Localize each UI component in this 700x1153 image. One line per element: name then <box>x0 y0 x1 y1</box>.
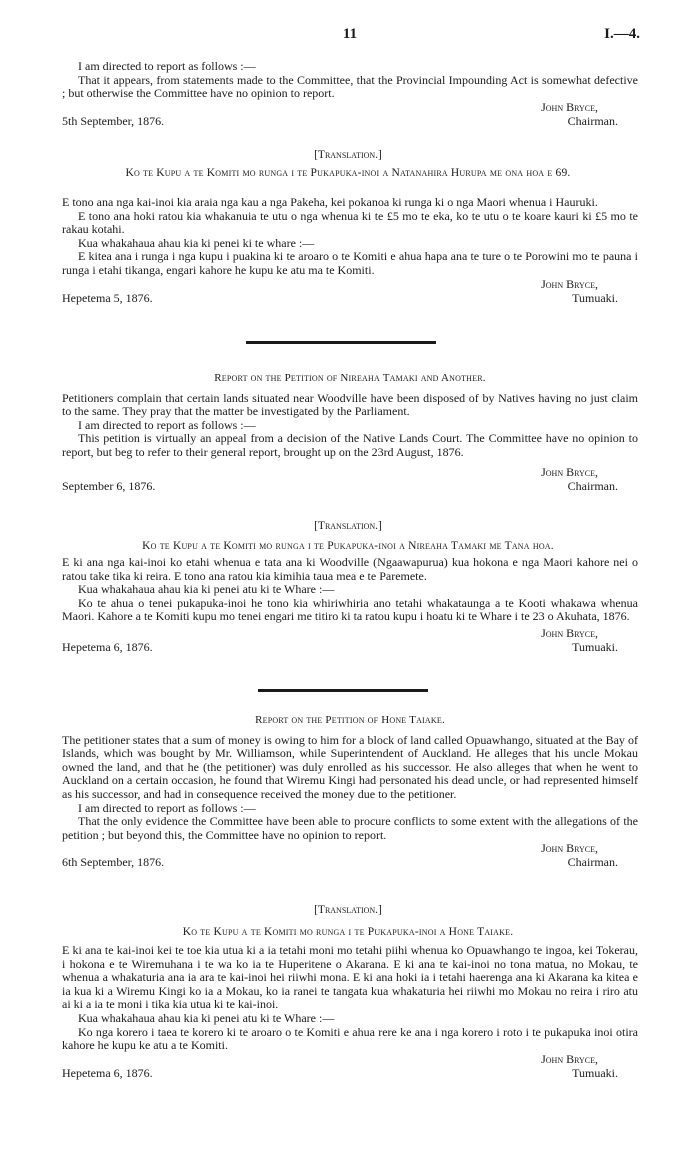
report-date: September 6, 1876. <box>62 478 156 493</box>
signatory-name: John Bryce, <box>541 276 598 291</box>
section-title: Ko te Kupu a te Komiti mo runga i te Pukapuka-inoi a Nireaha Tamaki me Tana hoa. <box>142 539 554 552</box>
translation-label: [Translation.] <box>314 149 382 161</box>
section-divider <box>246 341 436 344</box>
paragraph: Ko te ahua o tenei pukapuka-inoi he tono kia whiriwhiria ano tetahi whakataunga a te Kooti whakawa whenua Maori. Kahore a te Komiti kupu mo tenei engari me titiro ki ta ratou kupu i hoatu ki te Whare i te 23 o Akuhata, 1876. <box>62 595 638 624</box>
paragraph: Kua whakahaua ahau kia ki penei atu ki te Whare :— <box>78 1010 335 1025</box>
signatory-name: John Bryce, <box>541 464 598 479</box>
paragraph: Petitioners complain that certain lands situated near Woodville have been disposed of by Natives having no just claim to the same. They pray that the matter be investigated by the Parliament. <box>62 390 638 419</box>
paragraph: Ko nga korero i taea te korero ki te aroaro o te Komiti e ahua rere ke ana i nga korero i roto i te pukapuka inoi otira kahore he kupu ke atu a te Komiti. <box>62 1024 638 1053</box>
page-number: 11 <box>342 26 358 42</box>
section-impounding-report <box>62 60 638 129</box>
signature-row <box>62 627 638 641</box>
paragraph: Kua whakahaua ahau kia ki penei ki te whare :— <box>78 235 315 250</box>
document-reference: I.—4. <box>604 26 640 42</box>
paragraph: That it appears, from statements made to the Committee, that the Provincial Impounding Act is somewhat defective ; but otherwise the Committee have no opinion to report. <box>62 72 638 101</box>
paragraph: This petition is virtually an appeal from a decision of the Native Lands Court. The Committee have no opinion to report, but beg to refer to their general report, brought up on the 23rd August, 1876. <box>62 431 638 459</box>
report-date: 6th September, 1876. <box>62 855 165 870</box>
section-divider <box>258 689 428 692</box>
signatory-name: John Bryce, <box>541 625 598 640</box>
section-nireaha-translation-body <box>62 556 638 655</box>
paragraph: E ki ana nga kai-inoi ko etahi whenua e tata ana ki Woodville (Ngaawapurua) kua hokona e nga Maori kahore nei o ratou take tika ki reira. E tono ana ratou kia kimihia taua mea e te Paremete. <box>62 555 638 583</box>
paragraph: E tono ana hoki ratou kia whakanuia te utu o nga whenua ki te £5 mo te eka, ko te utu o te koare kauri ki £5 mo te rakau kotahi. <box>62 208 638 237</box>
section-hone-taiake-translation-body <box>62 944 638 1081</box>
signatory-name: John Bryce, <box>541 1051 598 1066</box>
paragraph: E ki ana te kai-inoi kei te toe kia utua ki a ia tetahi moni mo tetahi piihi whenua ko Opuawhango te ingoa, kei Tokerau, i hokona e te Wiremuhana i te wa ko ia te Huperitene o Akarana. E ki ana te kai-inoi no tona matua, no Mokau, te whenua a whakaturia ana ia ara te kai-inoi hei riiwhi mona. E ki ana hoki ia i tetahi haerenga ana ki Akarana ka kitea e ia kua ki a Wiremu Kingi ko ia a Mokau, ko ia ranei te tangata kua whakaturia hei riiwhi mo Mokau no reira i riro atu ai ki a ia te moni i tika kia utua ki te kai-inoi. <box>62 943 638 1012</box>
signatory-role: Chairman. <box>567 113 618 128</box>
paragraph: I am directed to report as follows :— <box>78 800 256 815</box>
section-natanahira-translation <box>48 149 648 180</box>
signature-row <box>62 278 638 292</box>
translation-label: [Translation.] <box>314 904 382 916</box>
signature-row <box>62 1067 638 1081</box>
paragraph: The petitioner states that a sum of money is owing to him for a block of land called Opuawhango, situated at the Bay of Islands, which was bought by Mr. Williamson, while Superintendent of Auckland. He alleges that his uncle Mokau owned the land, and that he (the petitioner) was duly enrolled as his successor. He also alleges that when he went to Auckland on a certain occasion, he found that Wiremu Kingi had personated his dead uncle, or had represented himself as his successor, and had in consequence received the money due to the petitioner. <box>62 732 638 801</box>
report-date: Hepetema 5, 1876. <box>62 290 153 305</box>
paragraph: E tono ana nga kai-inoi kia araia nga kau a nga Pakeha, kei pokanoa ki runga ki o nga Maori whenua i Hauruki. <box>62 195 598 209</box>
signature-row <box>62 115 638 129</box>
signature-row <box>62 101 638 115</box>
signatory-role: Tumuaki. <box>572 639 618 654</box>
signature-row <box>62 466 638 480</box>
section-hone-taiake-translation-title <box>48 904 648 939</box>
paragraph: E kitea ana i runga i nga kupu i puakina ki te aroaro o te Komiti e ahua hapa ana te ture o te Porowini mo te pauna i runga i etahi tikanga, engari kahore he kupu ke atu ma te Komiti. <box>62 249 638 277</box>
section-nireaha-report <box>62 372 638 494</box>
signatory-role: Chairman. <box>567 855 618 870</box>
section-title: Ko te Kupu a te Komiti mo runga i te Pukapuka-inoi a Hone Taiake. <box>182 925 514 938</box>
signatory-role: Chairman. <box>567 478 618 493</box>
signatory-role: Tumuaki. <box>572 1065 618 1080</box>
signatory-name: John Bryce, <box>541 841 598 856</box>
section-hone-taiake-report <box>62 714 638 870</box>
paragraph: I am directed to report as follows :— <box>78 417 256 432</box>
signatory-name: John Bryce, <box>541 99 598 114</box>
translation-label: [Translation.] <box>314 520 382 532</box>
section-title: Report on the Petition of Hone Taiake. <box>255 714 445 726</box>
signature-row <box>62 842 638 856</box>
signature-row <box>62 480 638 494</box>
section-natanahira-body <box>62 196 638 306</box>
signature-row <box>62 641 638 655</box>
section-title: Ko te Kupu a te Komiti mo runga i te Pukapuka-inoi a Natanahira Hurupa me ona hoa e 69. <box>125 166 571 179</box>
section-title: Report on the Petition of Nireaha Tamaki and Another. <box>214 372 486 384</box>
paragraph: I am directed to report as follows :— <box>78 59 256 73</box>
signature-row <box>62 1053 638 1067</box>
signature-row <box>62 292 638 306</box>
report-date: Hepetema 6, 1876. <box>62 639 153 654</box>
report-date: Hepetema 6, 1876. <box>62 1065 153 1080</box>
paragraph: That the only evidence the Committee have been able to procure conflicts to some extent with the allegations of the petition ; but beyond this, the Committee have no opinion to report. <box>62 814 638 842</box>
section-nireaha-translation-title <box>48 520 648 553</box>
report-date: 5th September, 1876. <box>62 113 165 128</box>
paragraph: Kua whakahaua ahau kia ki penei atu ki te Whare :— <box>78 582 335 597</box>
signatory-role: Tumuaki. <box>572 290 618 305</box>
signature-row <box>62 856 638 870</box>
